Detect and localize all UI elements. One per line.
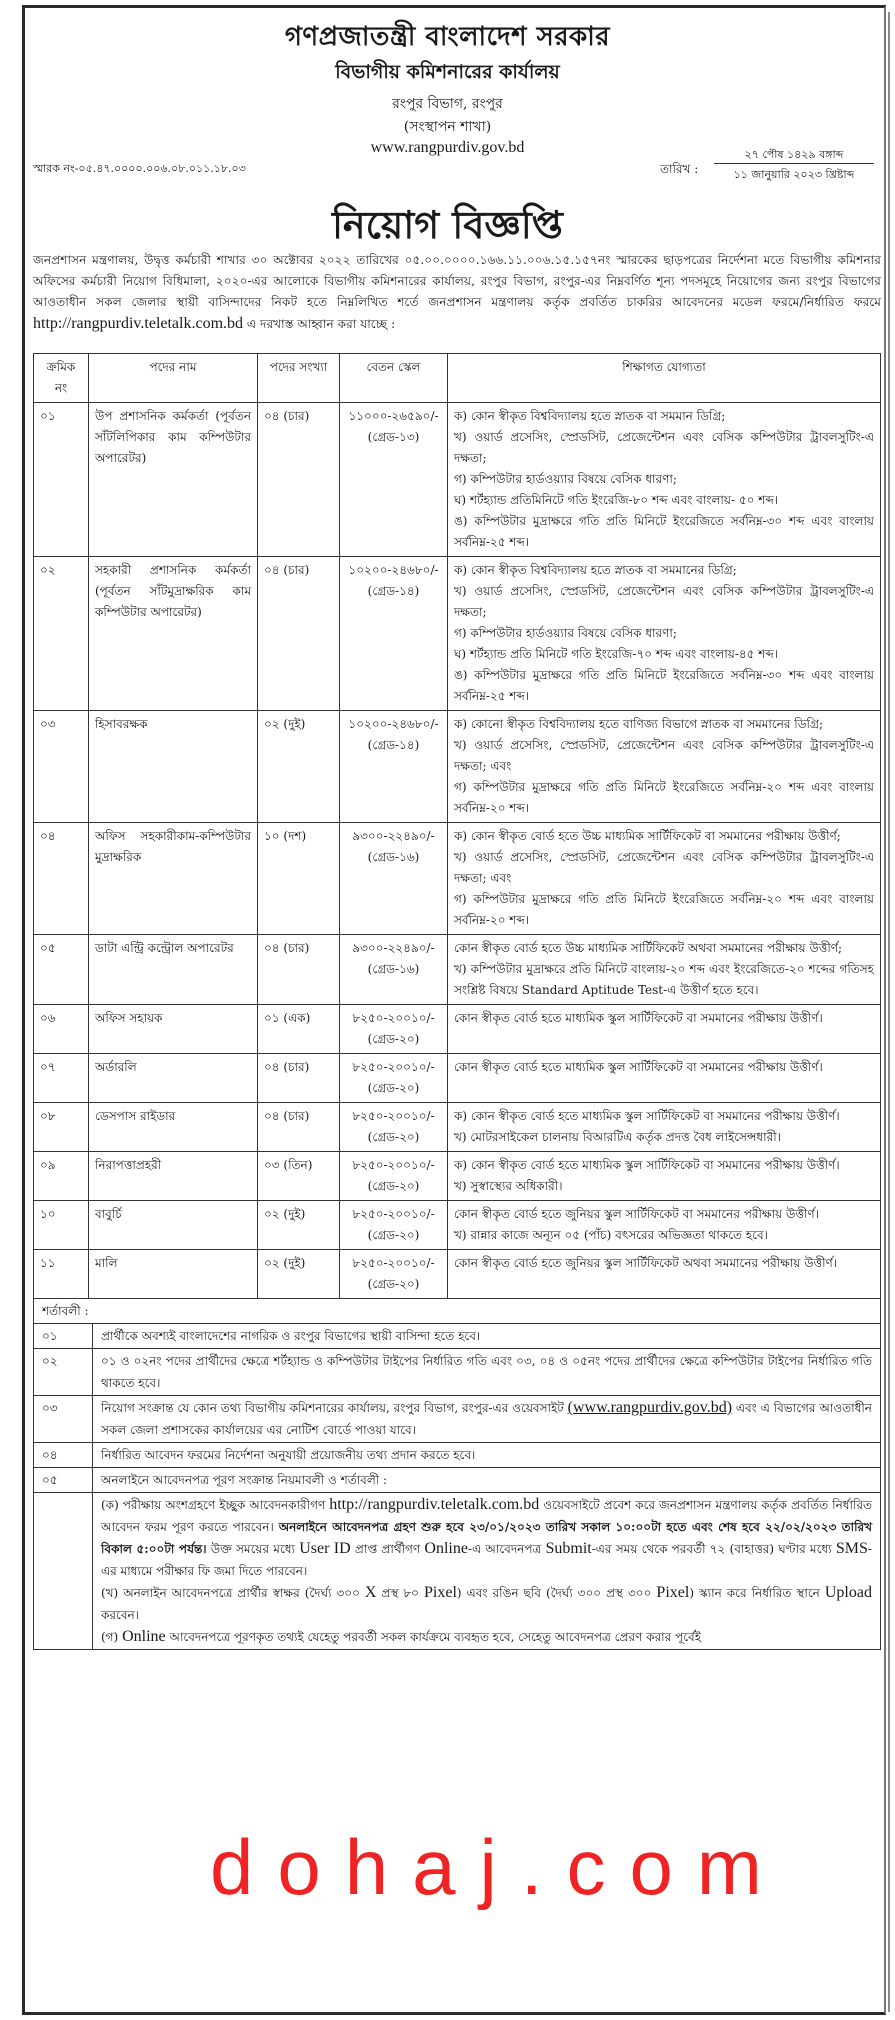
serial-number: ০৫ xyxy=(34,935,89,1005)
rule-ka-en: User ID xyxy=(299,1540,351,1557)
post-count: ০২ (দুই) xyxy=(258,711,340,823)
qualification-item: ক) কোন স্বীকৃত বিশ্ববিদ্যালয় হতে স্নাতক বা সমমান ডিগ্রি; xyxy=(454,409,726,423)
qualification xyxy=(448,403,881,557)
rule-ka-en: SMS xyxy=(835,1540,868,1557)
post-name: নিরাপত্তাপ্রহরী xyxy=(89,1152,258,1201)
qualification-item: খ) ওয়ার্ড প্রসেসিং, স্প্রেডসিট, প্রেজেন্টেশন এবং বেসিক কম্পিউটার ট্রাবলসুটিং-এ দক্ষতা; xyxy=(454,430,874,465)
table-row xyxy=(34,557,881,711)
condition-row xyxy=(34,1468,881,1493)
qualification-item: ক) কোন স্বীকৃত বোর্ড হতে মাধ্যমিক স্কুল সার্টিফিকেট বা সমমানের পরীক্ষায় উত্তীর্ণ। xyxy=(454,1109,840,1123)
pay-range: ৯৩০০-২২৪৯০/- xyxy=(352,941,435,955)
header-pay-scale: বেতন স্কেল xyxy=(340,354,448,403)
condition-number: ০৪ xyxy=(34,1443,93,1468)
qualification-item: খ) ওয়ার্ড প্রসেসিং, স্প্রেডসিট, প্রেজেন্টেশন এবং বেসিক কম্পিউটার ট্রাবলসুটিং-এ দক্ষতা; এবং xyxy=(454,850,874,885)
application-period: অনলাইনে আবেদনপত্র গ্রহণ শুরু হবে ২৩/০১/২০২৩ তারিখ সকাল ১০:০০টা হতে এবং শেষ হবে ২২/০২/২০২৩ তারিখ বিকাল ৫:০০টা পর্যন্ত। xyxy=(101,1520,872,1556)
serial-number: ০৬ xyxy=(34,1005,89,1054)
condition-row xyxy=(34,1396,881,1443)
qualification xyxy=(448,823,881,935)
pay-scale xyxy=(340,1201,448,1250)
qualification-item: ক) কোন স্বীকৃত বিশ্ববিদ্যালয় হতে স্নাতক বা সমমানের ডিগ্রি; xyxy=(454,563,737,577)
condition-number: ০১ xyxy=(34,1324,93,1349)
post-count: ১০ (দশ) xyxy=(258,823,340,935)
pay-range: ১০২০০-২৪৬৮০/- xyxy=(348,717,439,731)
qualification-item: কোন স্বীকৃত বোর্ড হতে মাধ্যমিক স্কুল সার্টিফিকেট বা সমমানের পরীক্ষায় উত্তীর্ণ। xyxy=(454,1011,823,1025)
post-name: মালি xyxy=(89,1250,258,1299)
intro-paragraph xyxy=(33,250,881,335)
post-count: ০৪ (চার) xyxy=(258,557,340,711)
table-row xyxy=(34,1201,881,1250)
post-name: বাবুর্চি xyxy=(89,1201,258,1250)
qualification-item: ক) কোন স্বীকৃত বোর্ড হতে মাধ্যমিক স্কুল সার্টিফিকেট বা সমমানের পরীক্ষায় উত্তীর্ণ। xyxy=(454,1158,840,1172)
pay-scale xyxy=(340,557,448,711)
intro-text: জনপ্রশাসন মন্ত্রণালয়, উদ্বৃত্ত কর্মচারী শাখার ৩০ অক্টোবর ২০২২ তারিখের ০৫.০০.০০০০.১৬৬.১১.০০৬.১৫.১৫৭নং স্মারকের ছাড়পত্রের নির্দেশনা মতে বিভাগীয় কমিশনার অফিসের কর্মচারী নিয়োগ বিধিমালা, ২০২০-এর আলোকে বিভাগীয় কমিশনারের কার্যালয়, রংপুর বিভাগ, রংপুর-এর নিম্নবর্ণিত শূন্য পদসমূহে নিয়োগের জন্য রংপুর বিভাগের আওতাধীন সকল জেলার স্থায়ী বাসিন্দাদের নিকট হতে নিম্নলিখিত শর্তে জনপ্রশাসন মন্ত্রণালয় কর্তৃক প্রবর্তিত চাকরির আবেদনের মডেল ফরমে/নির্ধারিত ফরমে xyxy=(33,253,881,309)
qualification-item: খ) ওয়ার্ড প্রসেসিং, স্প্রেডসিট, প্রেজেন্টেশন এবং বেসিক কম্পিউটার ট্রাবলসুটিং-এ দক্ষতা; xyxy=(454,584,874,619)
notice-title: নিয়োগ বিজ্ঞপ্তি xyxy=(332,202,563,247)
qualification-item: গ) কম্পিউটার হার্ডওয়্যার বিষয়ে বেসিক ধারণা; xyxy=(454,472,677,486)
post-name: অফিস সহায়ক xyxy=(89,1005,258,1054)
condition-number: ০৩ xyxy=(34,1396,93,1443)
pay-grade: (গ্রেড-১৬) xyxy=(367,850,420,864)
serial-number: ০৮ xyxy=(34,1103,89,1152)
pay-scale xyxy=(340,823,448,935)
header-post-count: পদের সংখ্যা xyxy=(258,354,340,403)
header-post-name: পদের নাম xyxy=(89,354,258,403)
table-row xyxy=(34,1005,881,1054)
condition-text-start: নিয়োগ সংক্রান্ত যে কোন তথ্য বিভাগীয় কমিশনারের কার্যালয়, রংপুর বিভাগ, রংপুর-এর ওয়েবসাইট xyxy=(101,1401,564,1415)
qualification xyxy=(448,1103,881,1152)
qualification-item: খ) ওয়ার্ড প্রসেসিং, স্প্রেডসিট, প্রেজেন্টেশন এবং বেসিক কম্পিউটার ট্রাবলসুটিং-এ দক্ষতা; এবং xyxy=(454,738,874,773)
rule-kha-en: Upload xyxy=(824,1584,872,1601)
date-divider xyxy=(714,163,874,164)
table-row xyxy=(34,935,881,1005)
qualification xyxy=(448,557,881,711)
rule-ka-text: -এর মাধ্যমে পরীক্ষার ফি জমা দিতে পারবেন। xyxy=(101,1542,872,1578)
pay-scale xyxy=(340,403,448,557)
serial-number: ০৭ xyxy=(34,1054,89,1103)
pay-scale xyxy=(340,935,448,1005)
pay-grade: (গ্রেড-২০) xyxy=(367,1277,420,1291)
rule-kha-text: ) এবং রঙিন ছবি (দৈর্ঘ্য ৩০০ প্রস্থ ৩০০ xyxy=(456,1586,652,1600)
rule-ka-text: -এ আবেদনপত্র xyxy=(467,1542,542,1556)
page-edge-rule xyxy=(888,12,890,2012)
post-count: ০৪ (চার) xyxy=(258,935,340,1005)
website-link[interactable]: (www.rangpurdiv.gov.bd) xyxy=(567,1399,733,1416)
qualification xyxy=(448,1152,881,1201)
rule-ga-text: আবেদনপত্রে পূরণকৃত তথ্যই যেহেতু পরবর্তী সকল কার্যক্রমে ব্যবহৃত হবে, সেহেতু আবেদনপত্র প্রেরণ করার পূর্বেই xyxy=(169,1630,701,1644)
qualification-item: ঙ) কম্পিউটার মুদ্রাক্ষরে গতি প্রতি মিনিটে ইংরেজিতে সর্বনিম্ন-৩০ শব্দ এবং বাংলায় সর্বনিম্ন-২৫ শব্দ। xyxy=(454,668,874,703)
qualification-item: ঘ) শর্টহ্যান্ড প্রতিমিনিটে গতি ইংরেজি-৮০ শব্দ এবং বাংলায়- ৫০ শব্দ। xyxy=(454,493,779,507)
qualification-item: খ) সুস্বাস্থ্যের অধিকারী। xyxy=(454,1179,563,1193)
office-name: বিভাগীয় কমিশনারের কার্যালয় xyxy=(335,61,560,83)
conditions-table xyxy=(33,1298,881,1650)
post-count: ০২ (দুই) xyxy=(258,1250,340,1299)
condition-row xyxy=(34,1443,881,1468)
pay-range: ৮২৫০-২০০১০/- xyxy=(352,1158,435,1172)
pay-grade: (গ্রেড-২০) xyxy=(367,1179,420,1193)
pay-scale xyxy=(340,1103,448,1152)
serial-number: ০২ xyxy=(34,557,89,711)
pay-range: ১০২০০-২৪৬৮০/- xyxy=(348,563,439,577)
intro-text-end: এ দরখাস্ত আহ্বান করা যাচ্ছে : xyxy=(246,317,396,331)
rule-kha-text: (খ) অনলাইন আবেদনপত্রে প্রার্থীর স্বাক্ষর (দৈর্ঘ্য ৩০০ xyxy=(101,1586,360,1600)
qualification-item: ঙ) কম্পিউটার মুদ্রাক্ষরে গতি প্রতি মিনিটে ইংরেজিতে সর্বনিম্ন-৩০ শব্দ এবং বাংলায় সর্বনিম্ন-২৫ শব্দ। xyxy=(454,514,874,549)
date-label: তারিখ : xyxy=(660,162,699,176)
serial-number: ০৩ xyxy=(34,711,89,823)
rule-kha-en: X xyxy=(364,1584,377,1601)
table-row xyxy=(34,823,881,935)
post-count: ০৪ (চার) xyxy=(258,1103,340,1152)
post-count: ০৪ (চার) xyxy=(258,403,340,557)
qualification-item: ঘ) শর্টহ্যান্ড প্রতি মিনিটে গতি ইংরেজি-৭০ শব্দ এবং বাংলায়-৪৫ শব্দ। xyxy=(454,647,779,661)
serial-number: ১১ xyxy=(34,1250,89,1299)
rule-ka-en: Online xyxy=(424,1540,468,1557)
qualification-item: গ) কম্পিউটার মুদ্রাক্ষরে গতি প্রতি মিনিটে ইংরেজিতে সর্বনিম্ন-২০ শব্দ এবং বাংলায় সর্বনিম্ন-২০ শব্দ। xyxy=(454,892,874,927)
pay-grade: (গ্রেড-১৪) xyxy=(367,738,420,752)
rule-ka-text: -এর সময় থেকে পরবর্তী ৭২ (বাহাত্তর) ঘণ্টার মধ্যে xyxy=(591,1542,832,1556)
pay-grade: (গ্রেড-১৩) xyxy=(367,430,420,444)
condition-row xyxy=(34,1324,881,1349)
qualification-item: কোন স্বীকৃত বোর্ড হতে জুনিয়র স্কুল সার্টিফিকেট অথবা সমমানের পরীক্ষায় উত্তীর্ণ। xyxy=(454,1256,838,1270)
empty-cell xyxy=(34,1493,93,1650)
rule-ka xyxy=(101,1494,872,1582)
serial-number: ১০ xyxy=(34,1201,89,1250)
post-name: অর্ডারলি xyxy=(89,1054,258,1103)
conditions-heading-row xyxy=(34,1299,881,1324)
condition-number: ০২ xyxy=(34,1349,93,1396)
rule-ga-en: Online xyxy=(122,1628,166,1645)
branch-name: (সংস্থাপন শাখা) xyxy=(403,119,492,135)
post-name: হিসাবরক্ষক xyxy=(89,711,258,823)
pay-range: ৮২৫০-২০০১০/- xyxy=(352,1256,435,1270)
online-rules-row xyxy=(34,1493,881,1650)
pay-scale xyxy=(340,711,448,823)
pay-scale xyxy=(340,1152,448,1201)
qualification-item: গ) কম্পিউটার মুদ্রাক্ষরে গতি প্রতি মিনিটে ইংরেজিতে সর্বনিম্ন-২০ শব্দ এবং বাংলায় সর্বনিম্ন-২০ শব্দ। xyxy=(454,780,874,815)
pay-scale xyxy=(340,1054,448,1103)
rule-kha-en: Pixel xyxy=(424,1584,457,1601)
pay-scale xyxy=(340,1005,448,1054)
qualification xyxy=(448,711,881,823)
serial-number: ০৯ xyxy=(34,1152,89,1201)
website-link[interactable]: www.rangpurdiv.gov.bd xyxy=(370,139,525,156)
header-serial: ক্রমিক নং xyxy=(34,354,89,403)
pay-grade: (গ্রেড-১৬) xyxy=(367,962,420,976)
pay-grade: (গ্রেড-১৪) xyxy=(367,584,420,598)
memo-number: স্মারক নং-০৫.৪৭.০০০০.০০৬.০৮.০১১.১৮.০৩ xyxy=(33,162,246,175)
table-row xyxy=(34,403,881,557)
qualification xyxy=(448,1054,881,1103)
post-count: ০৩ (তিন) xyxy=(258,1152,340,1201)
qualification xyxy=(448,935,881,1005)
qualification xyxy=(448,1201,881,1250)
qualification-item: কোন স্বীকৃত বোর্ড হতে উচ্চ মাধ্যমিক সার্টিফিকেট অথবা সমমানের পরীক্ষায় উত্তীর্ণ; xyxy=(454,941,843,955)
table-row xyxy=(34,711,881,823)
post-name: উপ প্রশাসনিক কর্মকর্তা (পূর্বতন সাঁটলিপিকার কাম কম্পিউটার অপারেটর) xyxy=(89,403,258,557)
conditions-heading: শর্তাবলী : xyxy=(34,1299,881,1324)
pay-range: ১১০০০-২৬৫৯০/- xyxy=(348,409,439,423)
rule-kha-text: ) স্ক্যান করে নির্ধারিত স্থানে xyxy=(689,1586,820,1600)
post-count: ০২ (দুই) xyxy=(258,1201,340,1250)
condition-row xyxy=(34,1349,881,1396)
post-count: ০১ (এক) xyxy=(258,1005,340,1054)
teletalk-link[interactable]: http://rangpurdiv.teletalk.com.bd xyxy=(33,315,244,332)
condition-text: অনলাইনে আবেদনপত্র পূরণ সংক্রান্ত নিয়মাবলী ও শর্তাবলী : xyxy=(93,1468,881,1493)
post-name: ডেসপাস রাইডার xyxy=(89,1103,258,1152)
condition-text xyxy=(93,1396,881,1443)
qualification-item: ক) কোন স্বীকৃত বোর্ড হতে উচ্চ মাধ্যমিক সার্টিফিকেট বা সমমানের পরীক্ষায় উত্তীর্ণ; xyxy=(454,829,841,843)
pay-range: ৮২৫০-২০০১০/- xyxy=(352,1207,435,1221)
qualification xyxy=(448,1005,881,1054)
table-row xyxy=(34,1152,881,1201)
table-header-row xyxy=(34,354,881,403)
condition-text: ০১ ও ০২নং পদের প্রার্থীদের ক্ষেত্রে শর্টহ্যান্ড ও কম্পিউটার টাইপের নির্ধারিত গতি এবং ০৩, ০৪ ও ০৫নং পদের প্রার্থীদের ক্ষেত্রে কম্পিউটার টাইপের নির্ধারিত গতি থাকতে হবে। xyxy=(93,1349,881,1396)
serial-number: ০৪ xyxy=(34,823,89,935)
rule-ka-text: উক্ত সময়ের মধ্যে xyxy=(210,1542,295,1556)
rule-ga xyxy=(101,1626,872,1648)
qualification xyxy=(448,1250,881,1299)
condition-number: ০৫ xyxy=(34,1468,93,1493)
qualification-item: খ) রান্নার কাজে অন্যূন ০৫ (পাঁচ) বৎসরের অভিজ্ঞতা থাকতে হবে। xyxy=(454,1228,768,1242)
pay-grade: (গ্রেড-২০) xyxy=(367,1130,420,1144)
post-name: সহকারী প্রশাসনিক কর্মকর্তা (পূর্বতন সাঁটমুদ্রাক্ষরিক কাম কম্পিউটার অপারেটর) xyxy=(89,557,258,711)
teletalk-link[interactable]: http://rangpurdiv.teletalk.com.bd xyxy=(329,1496,540,1513)
qualification-item: খ) মোটরসাইকেল চালনায় বিআরটিএ কর্তৃক প্রদত্ত বৈধ লাইসেন্সধারী। xyxy=(454,1130,781,1144)
watermark: dohaj.com xyxy=(210,1823,786,1911)
division-name: রংপুর বিভাগ, রংপুর xyxy=(392,96,503,112)
header-qualification: শিক্ষাগত যোগ্যতা xyxy=(448,354,881,403)
pay-scale xyxy=(340,1250,448,1299)
qualification-item: কোন স্বীকৃত বোর্ড হতে মাধ্যমিক স্কুল সার্টিফিকেট বা সমমানের পরীক্ষায় উত্তীর্ণ। xyxy=(454,1060,823,1074)
qualification-item: কোন স্বীকৃত বোর্ড হতে জুনিয়র স্কুল সার্টিফিকেট বা সমমানের পরীক্ষায় উত্তীর্ণ। xyxy=(454,1207,819,1221)
pay-range: ৮২৫০-২০০১০/- xyxy=(352,1109,435,1123)
rule-ka-text: (ক) পরীক্ষায় অংশগ্রহণে ইচ্ছুক আবেদনকারীগণ xyxy=(101,1498,326,1512)
date-bangla: ২৭ পৌষ ১৪২৯ বঙ্গাব্দ xyxy=(744,148,844,161)
rule-ga-text: (গ) xyxy=(101,1630,119,1644)
rule-kha-en: Pixel xyxy=(656,1584,690,1601)
post-name: ডাটা এন্ট্রি কন্ট্রোল অপারেটর xyxy=(89,935,258,1005)
condition-text: নির্ধারিত আবেদন ফরমের নির্দেশনা অনুযায়ী প্রয়োজনীয় তথ্য প্রদান করতে হবে। xyxy=(93,1443,881,1468)
table-row xyxy=(34,1250,881,1299)
rule-kha-text: করবেন। xyxy=(101,1608,139,1622)
table-row xyxy=(34,1103,881,1152)
online-rules-text xyxy=(93,1493,881,1650)
government-name: গণপ্রজাতন্ত্রী বাংলাদেশ সরকার xyxy=(284,22,611,52)
rule-ka-text: প্রাপ্ত প্রার্থীগণ xyxy=(354,1542,421,1556)
pay-range: ৯৩০০-২২৪৯০/- xyxy=(352,829,435,843)
pay-grade: (গ্রেড-২০) xyxy=(367,1032,420,1046)
pay-grade: (গ্রেড-২০) xyxy=(367,1081,420,1095)
pay-grade: (গ্রেড-২০) xyxy=(367,1228,420,1242)
condition-text: প্রার্থীকে অবশ্যই বাংলাদেশের নাগরিক ও রংপুর বিভাগের স্থায়ী বাসিন্দা হতে হবে। xyxy=(93,1324,881,1349)
date-english: ১১ জানুয়ারি ২০২৩ খ্রিষ্টাব্দ xyxy=(733,168,855,181)
pay-range: ৮২৫০-২০০১০/- xyxy=(352,1011,435,1025)
rule-kha xyxy=(101,1582,872,1626)
rule-ka-en: Submit xyxy=(545,1540,592,1557)
serial-number: ০১ xyxy=(34,403,89,557)
post-count: ০৪ (চার) xyxy=(258,1054,340,1103)
qualification-item: গ) কম্পিউটার হার্ডওয়্যার বিষয়ে বেসিক ধারণা; xyxy=(454,626,677,640)
vacancy-table xyxy=(33,353,881,1299)
condition-text-end: এবং এ বিভাগের আওতাধীন সকল জেলা প্রশাসকের কার্যালয়ের এর নোটিশ বোর্ডে পাওয়া যাবে। xyxy=(101,1401,872,1437)
rule-ka-text: ওয়েবসাইটে প্রবেশ করে জনপ্রশাসন মন্ত্রণালয় কর্তৃক প্রবর্তিত নির্ধারিত আবেদন ফরম পূরণ করতে পারবেন। xyxy=(101,1498,872,1534)
qualification-item: খ) কম্পিউটার মুদ্রাক্ষরে প্রতি মিনিটে বাংলায়-২০ শব্দ এবং ইংরেজিতে-২০ শব্দের গতিসহ সংশ্লিষ্ট বিষয়ে Standard Aptitude Test-এ উত্তীর্ণ হতে হবে। xyxy=(454,962,874,997)
pay-range: ৮২৫০-২০০১০/- xyxy=(352,1060,435,1074)
qualification-item: ক) কোনো স্বীকৃত বিশ্ববিদ্যালয় হতে বাণিজ্য বিভাগে স্নাতক বা সমমানের ডিগ্রি; xyxy=(454,717,824,731)
post-name: অফিস সহকারীকাম-কম্পিউটার মুদ্রাক্ষরিক xyxy=(89,823,258,935)
table-row xyxy=(34,1054,881,1103)
rule-kha-text: প্রস্থ ৮০ xyxy=(381,1586,419,1600)
